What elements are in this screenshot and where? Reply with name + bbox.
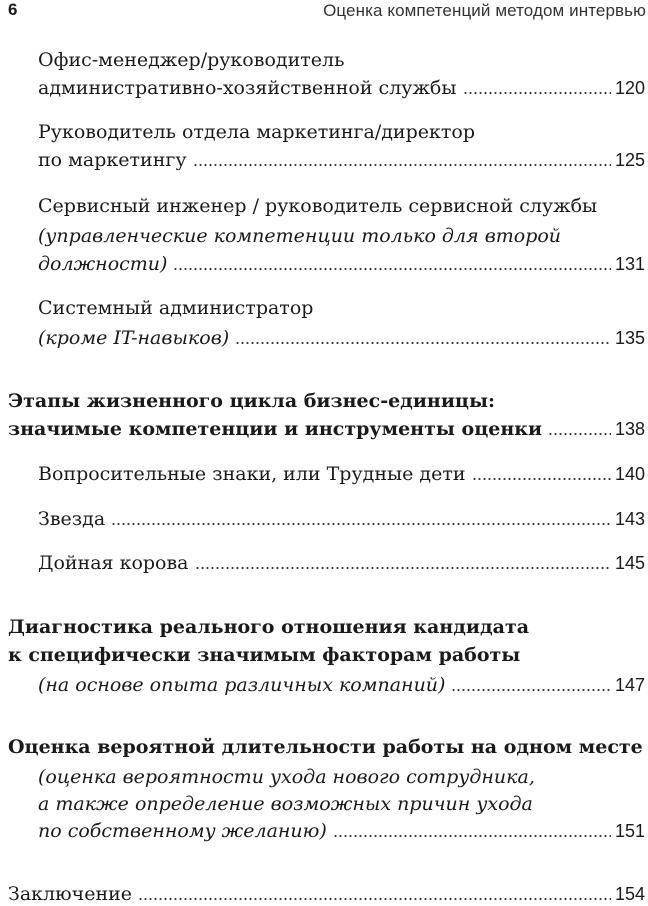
toc-entry-title: Звезда (38, 508, 106, 530)
dot-leader (463, 91, 611, 95)
toc-entry-row[interactable] (38, 462, 645, 486)
toc-page-number: 120 (614, 78, 645, 98)
toc-section-title: Заключение (8, 883, 133, 905)
toc-page-number: 125 (614, 150, 645, 170)
dot-leader (111, 522, 611, 526)
dot-leader (235, 341, 611, 345)
toc-section-line: а также определение возможных причин ухода (38, 793, 533, 815)
dot-leader (548, 432, 611, 436)
dot-leader (472, 477, 611, 481)
toc-page-number: 151 (614, 821, 645, 841)
toc-section-row[interactable] (38, 819, 645, 843)
toc-entry-title: административно-хозяйственной службы (38, 77, 457, 99)
toc-page-number: 145 (614, 553, 645, 573)
toc-section-line: (оценка вероятности ухода нового сотрудника, (38, 766, 535, 788)
toc-entry-line: Офис-менеджер/руководитель (38, 49, 345, 71)
dot-leader (193, 163, 611, 167)
toc-page-number: 135 (614, 328, 645, 348)
toc-entry-line: Сервисный инженер / руководитель сервисной службы (38, 195, 598, 217)
dot-leader (138, 897, 611, 901)
dot-leader (451, 688, 610, 692)
toc-entry-line: Руководитель отдела маркетинга/директор (38, 121, 475, 143)
page-header (0, 0, 648, 24)
toc-entry-row[interactable] (38, 252, 645, 276)
toc-entry-row[interactable] (38, 148, 645, 172)
toc-entry-title: должности) (38, 253, 168, 275)
toc-page-number: 131 (614, 254, 645, 274)
toc-entry-row[interactable] (38, 551, 645, 575)
toc-section-row[interactable] (8, 882, 645, 906)
toc-section-line: Оценка вероятной длительности работы на одном месте (8, 736, 643, 758)
toc-entry-row[interactable] (38, 507, 645, 531)
toc-page-number: 154 (614, 884, 645, 904)
toc-page-number: 140 (614, 464, 645, 484)
toc-page-number: 143 (614, 509, 645, 529)
toc-entry-title: (кроме IT-навыков) (38, 327, 230, 349)
toc-section-line: Этапы жизненного цикла бизнес-единицы: (8, 390, 496, 412)
toc-entry-line: Системный администратор (38, 297, 314, 319)
toc-entry-title: по маркетингу (38, 149, 187, 171)
toc-entry-title: Дойная корова (38, 552, 189, 574)
toc-section-title: значимые компетенции и инструменты оценки (8, 418, 543, 440)
running-title: Оценка компетенций методом интервью (323, 1, 646, 20)
toc-section-subtitle: (на основе опыта различных компаний) (38, 674, 446, 696)
toc-section-subtitle: по собственному желанию) (38, 820, 327, 842)
toc-page-number: 147 (614, 675, 645, 695)
toc-entry-row[interactable] (38, 326, 645, 350)
toc-section-line: к специфически значимым факторам работы (8, 644, 521, 666)
toc-entry-line: (управленческие компетенции только для второй (38, 225, 562, 247)
dot-leader (195, 566, 611, 570)
toc-page-number: 138 (614, 419, 645, 439)
page-number: 6 (8, 0, 18, 19)
dot-leader (333, 834, 611, 838)
toc-section-line: Диагностика реального отношения кандидата (8, 616, 530, 638)
dot-leader (173, 267, 611, 271)
toc-entry-row[interactable] (38, 76, 645, 100)
toc-entry-title: Вопросительные знаки, или Трудные дети (38, 463, 466, 485)
toc-section-row[interactable] (8, 417, 645, 441)
toc-section-row[interactable] (38, 673, 645, 697)
